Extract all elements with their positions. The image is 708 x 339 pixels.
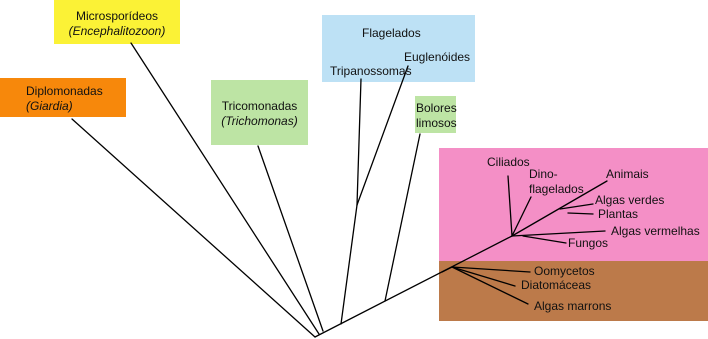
- branch-oomycetos: [452, 267, 530, 272]
- branch-euglenoides: [357, 66, 408, 205]
- diplomonadas-genus: (Giardia): [26, 99, 73, 113]
- diatomaceas-label: Diatomáceas: [521, 278, 592, 292]
- euglenoides-label: Euglenóides: [404, 50, 471, 64]
- dino-line1: Dino-: [529, 167, 558, 181]
- branch-tricomonadas: [258, 146, 323, 331]
- plantas-label: Plantas: [598, 207, 639, 221]
- tricomonadas-label: [211, 99, 308, 129]
- branch-microsporideos: [131, 43, 319, 334]
- branch-main-trunk: [315, 236, 512, 337]
- tricomonadas-name: Tricomonadas: [221, 99, 298, 113]
- dinoflagelados-label: [529, 167, 584, 197]
- algas-marrons-label: Algas marrons: [534, 299, 612, 313]
- tricomonadas-genus: (Trichomonas): [221, 114, 298, 128]
- branch-bolores: [385, 134, 420, 301]
- tripanossomas-label: Tripanossomas: [330, 64, 412, 78]
- microsporideos-genus: (Encephalitozoon): [68, 24, 166, 38]
- branch-ciliados: [508, 176, 512, 236]
- oomycetos-label: Oomycetos: [534, 264, 595, 278]
- algas-vermelhas-label: Algas vermelhas: [611, 224, 700, 238]
- bolores-line2: limosos: [416, 116, 457, 130]
- branch-flagelados-stem: [341, 205, 357, 324]
- diplomonadas-name: Diplomonadas: [26, 84, 103, 98]
- diplomonadas-label: [26, 84, 103, 114]
- microsporideos-name: Microsporídeos: [75, 9, 159, 23]
- flagelados-title: Flagelados: [362, 26, 421, 40]
- dino-line2: flagelados: [529, 182, 584, 196]
- algas-verdes-label: Algas verdes: [595, 193, 665, 207]
- branch-plantas: [568, 213, 593, 214]
- ciliados-label: Ciliados: [487, 155, 530, 169]
- branch-algas-marrons: [452, 267, 528, 304]
- bolores-label: [416, 101, 457, 131]
- fungos-label: Fungos: [568, 236, 609, 250]
- bolores-line1: Bolores: [416, 101, 457, 115]
- microsporideos-label: [54, 9, 180, 39]
- branch-diplomonadas: [72, 119, 315, 337]
- branch-tripanossomas: [357, 79, 361, 205]
- animais-label: Animais: [606, 167, 649, 181]
- branch-fungos: [523, 236, 566, 243]
- branch-brown-stem: [442, 267, 452, 272]
